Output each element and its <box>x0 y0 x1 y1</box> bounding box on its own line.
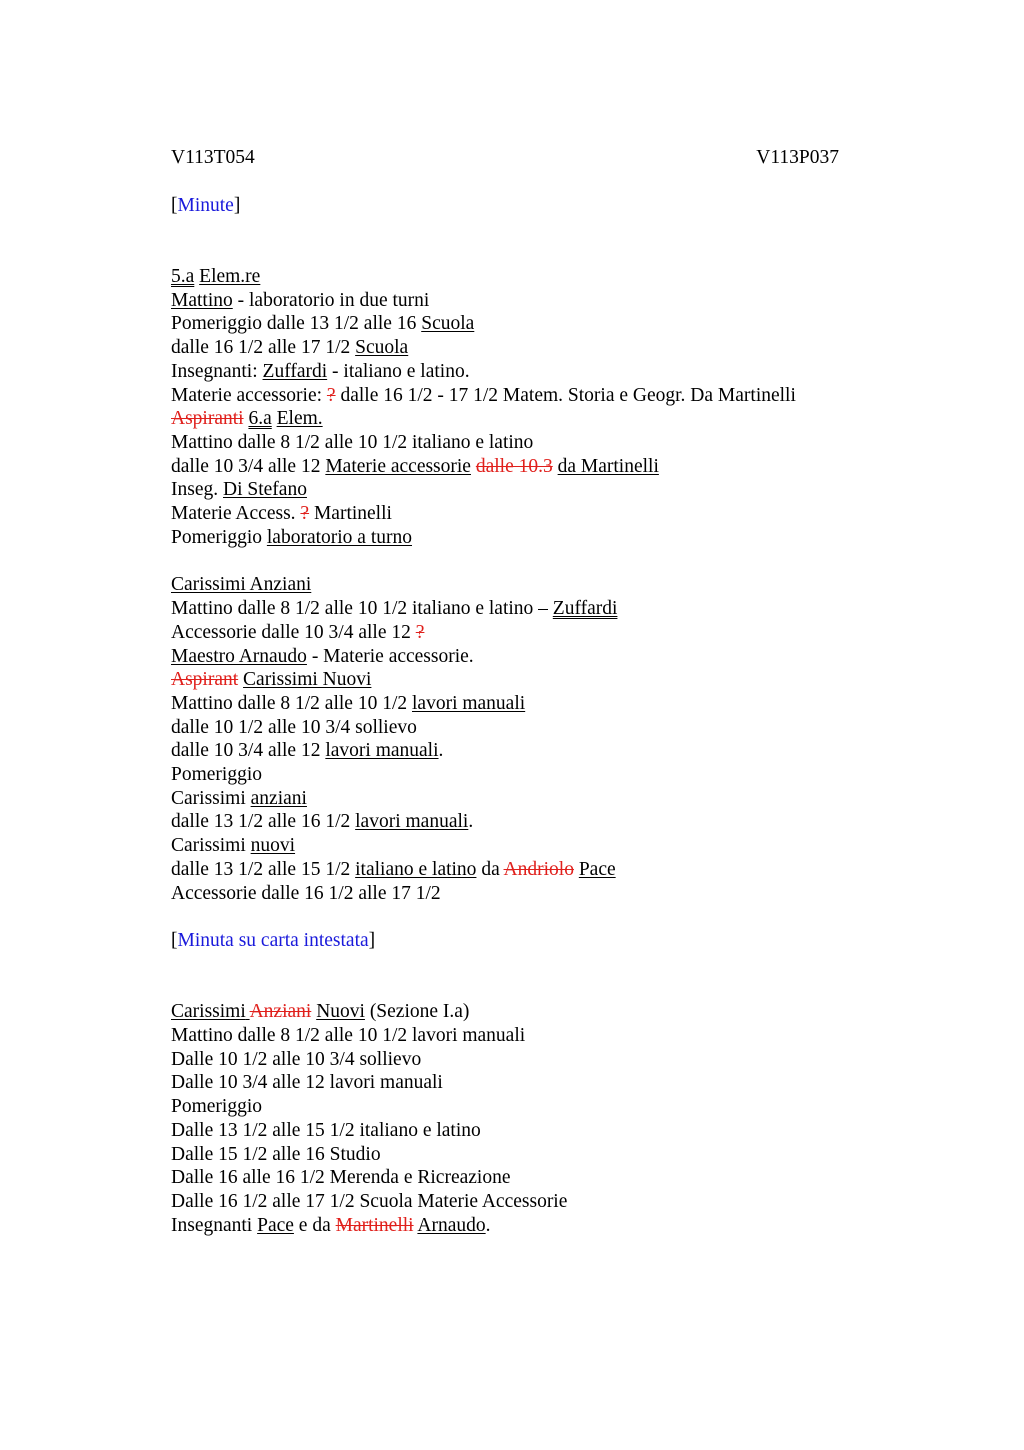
left-document-code: V113T054 <box>171 147 255 168</box>
editorial-note-minute: [Minute] <box>171 195 241 216</box>
line: Dalle 10 1/2 alle 10 3/4 sollievo <box>171 1048 422 1070</box>
line: Dalle 16 1/2 alle 17 1/2 Scuola Materie Accessorie <box>171 1190 568 1212</box>
deleted-text: ? <box>300 503 310 525</box>
line: Dalle 10 3/4 alle 12 lavori manuali <box>171 1072 443 1094</box>
line: Dalle 13 1/2 alle 15 1/2 italiano e latino <box>171 1119 481 1141</box>
document-page <box>171 146 839 1237</box>
line: dalle 13 1/2 alle 15 1/2 italiano e latino da Andriolo Pace <box>171 858 616 880</box>
line: Carissimi nuovi <box>171 835 296 857</box>
line: Mattino dalle 8 1/2 alle 10 1/2 italiano e latino <box>171 431 534 453</box>
line: Mattino dalle 8 1/2 alle 10 1/2 lavori manuali <box>171 692 526 714</box>
note-text: Minuta su carta intestata <box>177 930 369 952</box>
line: dalle 10 1/2 alle 10 3/4 sollievo <box>171 716 417 738</box>
line: dalle 10 3/4 alle 12 Materie accessorie dalle 10.3 da Martinelli <box>171 455 659 477</box>
line: Mattino dalle 8 1/2 alle 10 1/2 italiano e latino – Zuffardi <box>171 598 618 620</box>
line: Materie accessorie: ? dalle 16 1/2 - 17 1/2 Matem. Storia e Geogr. Da Martinelli <box>171 384 796 406</box>
line: Insegnanti: Zuffardi - italiano e latino. <box>171 360 470 382</box>
line: dalle 16 1/2 alle 17 1/2 Scuola <box>171 337 409 359</box>
deleted-text: ? <box>415 621 425 643</box>
line: Carissimi anziani <box>171 787 307 809</box>
document-header <box>171 146 839 170</box>
line: Insegnanti Pace e da Martinelli Arnaudo. <box>171 1214 491 1236</box>
line: dalle 10 3/4 alle 12 lavori manuali. <box>171 740 444 762</box>
deleted-text: Anziani <box>249 1001 312 1023</box>
line: Dalle 16 alle 16 1/2 Merenda e Ricreazione <box>171 1167 511 1189</box>
line: Aspiranti 6.a Elem. <box>171 408 323 430</box>
line: Accessorie dalle 16 1/2 alle 17 1/2 <box>171 882 441 904</box>
line: Pomeriggio <box>171 764 262 786</box>
line: Aspirant Carissimi Nuovi <box>171 669 372 691</box>
editorial-note-minuta: [Minuta su carta intestata] <box>171 930 376 952</box>
line: Carissimi Anziani <box>171 574 312 596</box>
line: Dalle 15 1/2 alle 16 Studio <box>171 1143 381 1165</box>
line: Mattino dalle 8 1/2 alle 10 1/2 lavori manuali <box>171 1024 526 1046</box>
line: Pomeriggio dalle 13 1/2 alle 16 Scuola <box>171 313 475 335</box>
line: Pomeriggio laboratorio a turno <box>171 526 412 548</box>
section-5a-elementare <box>171 265 839 549</box>
deleted-text: ? <box>326 384 336 406</box>
line: Accessorie dalle 10 3/4 alle 12 ? <box>171 621 425 643</box>
deleted-text: dalle 10.3 <box>475 455 553 477</box>
deleted-text: Aspirant <box>171 669 239 691</box>
note-text: Minute <box>177 195 234 216</box>
right-document-code: V113P037 <box>756 147 839 168</box>
line: Inseg. Di Stefano <box>171 479 307 501</box>
deleted-text: Andriolo <box>503 858 574 880</box>
line: Maestro Arnaudo - Materie accessorie. <box>171 645 474 667</box>
deleted-text: Martinelli <box>335 1214 414 1236</box>
deleted-text: Aspiranti <box>171 408 244 430</box>
line: Carissimi Anziani Nuovi (Sezione I.a) <box>171 1001 470 1023</box>
line: 5.a Elem.re <box>171 266 261 287</box>
section-carissimi-nuovi <box>171 1000 839 1237</box>
line: Mattino - laboratorio in due turni <box>171 289 430 311</box>
line: dalle 13 1/2 alle 16 1/2 lavori manuali. <box>171 811 474 833</box>
line: Materie Access. ? Martinelli <box>171 503 392 525</box>
line: Pomeriggio <box>171 1096 262 1118</box>
section-carissimi <box>171 573 839 905</box>
